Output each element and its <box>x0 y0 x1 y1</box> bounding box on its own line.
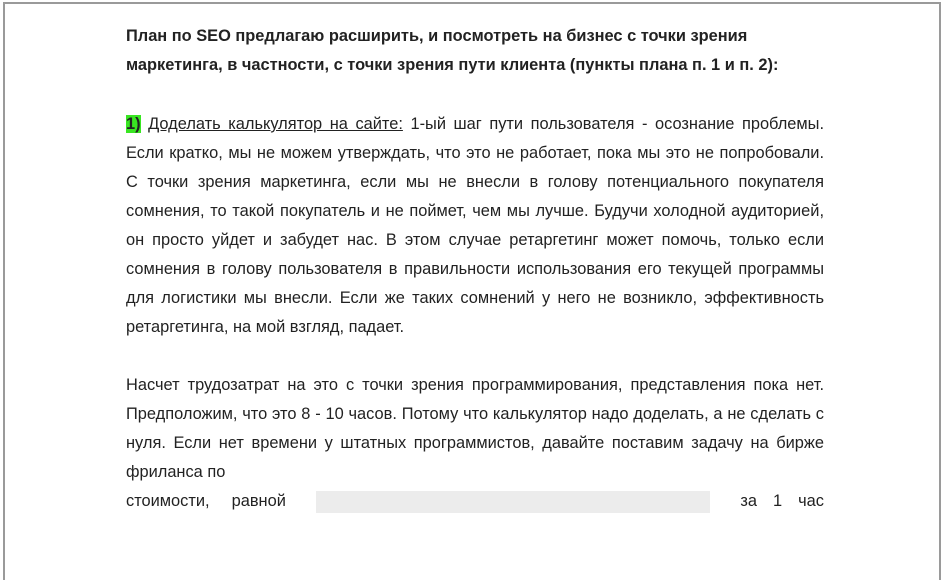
last-line-left <box>126 487 286 516</box>
item-1-body: 1-ый шаг пути пользователя - осознание проблемы. Если кратко, мы не можем утверждать, что это не работает, пока мы это не попробовали. С точки зрения маркетинга, если мы не внесли в голову потенциального покупателя сомнения, то такой покупатель и не поймет, чем мы лучше. Будучи холодной аудиторией, он просто уйдет и забудет нас. В этом случае ретаргетинг может помочь, только если сомнения в голову пользователя в правильности использования его текущей программы для логистики мы внесли. Если же таких сомнений у него не возникло, эффективность ретаргетинга, на мой взгляд, падает. <box>126 115 824 336</box>
document-heading: План по SEO предлагаю расширить, и посмотреть на бизнес с точки зрения маркетинга, в частности, с точки зрения пути клиента (пункты плана п. 1 и п. 2): <box>126 27 779 74</box>
document-page <box>126 22 824 516</box>
last-line-word-3: за <box>740 492 757 510</box>
last-line-word-1: стоимости, <box>126 492 210 510</box>
item-1-number-highlight: 1) <box>126 115 141 133</box>
paragraph-2 <box>126 371 824 487</box>
item-1-underlined-title: Доделать калькулятор на сайте: <box>148 115 403 133</box>
document-frame <box>3 2 941 580</box>
last-line-word-4: 1 <box>773 492 783 510</box>
redacted-block <box>316 491 710 513</box>
paragraph-2-body: Насчет трудозатрат на это с точки зрения программирования, представления пока нет. Предположим, что это 8 - 10 часов. Потому что калькулятор надо доделать, а не сделать с нуля. Если нет времени у штатных программистов, давайте поставим задачу на бирже фриланса по <box>126 376 824 481</box>
last-line-word-5: час <box>798 492 824 510</box>
item-1-paragraph <box>126 110 824 342</box>
last-line-word-2: равной <box>231 492 286 510</box>
last-line-right <box>740 487 824 516</box>
paragraph-2-last-line <box>126 487 824 516</box>
